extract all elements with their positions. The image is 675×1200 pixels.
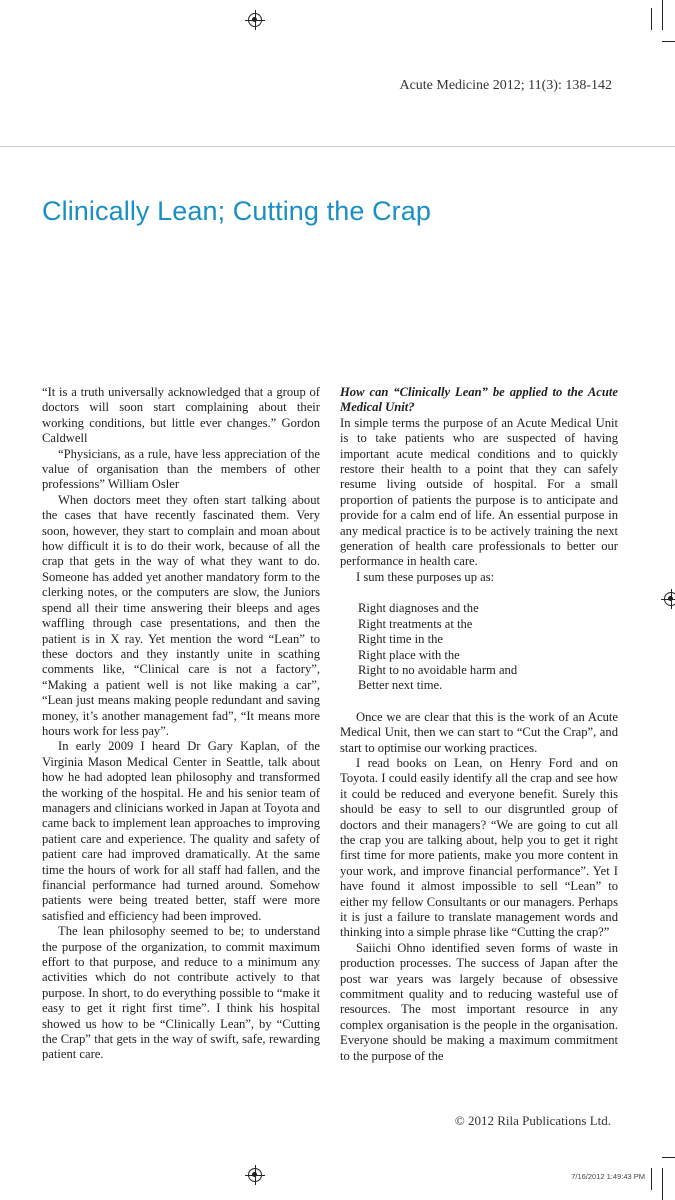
crop-mark-top-1	[651, 8, 652, 30]
body-paragraph: Once we are clear that this is the work of an Acute Medical Unit, then we can start to “Cut the Crap”, and start to optimise our working practices.	[340, 709, 618, 755]
body-paragraph: When doctors meet they often start talking about the cases that have recently fascinated them. Very soon, however, they start to complain and moan about how difficult it is to do their work, because of all the crap that gets in the way of what they want to do. Someone has added yet another mandatory form to the clerking notes, or the computers are slow, the Juniors spend all their time answering their bleeps and ages waffling through case presentations, and then the patient is in X ray. Yet mention the word “Lean” to these doctors and they instantly unite in scathing comments like, “Clinical care is not a factory”, “Making a patient well is not like making a car”, “Lean just means making people redundant and saving money, it’s another management fad”, “It means more hours work for less pay”.	[42, 492, 320, 738]
list-item: Right place with the	[358, 647, 460, 662]
right-column	[340, 385, 618, 1064]
list-item: Right time in the	[358, 632, 444, 647]
print-timestamp: 7/16/2012 1:49:43 PM	[571, 1172, 645, 1181]
article-title: Clinically Lean; Cutting the Crap	[42, 196, 431, 226]
crop-mark-top-2	[662, 0, 663, 30]
body-paragraph: Saiichi Ohno identified seven forms of waste in production processes. The success of Japan after the post war years was largely because of obsessive commitment quality and to reducing wasteful use of resources. The most important resource in any complex organisation is the people in the organisation. Everyone should be making a maximum commitment to the purpose of the	[340, 940, 618, 1063]
list-item: Right diagnoses and the	[358, 601, 479, 616]
list-item: Right treatments at the	[358, 616, 473, 631]
left-column	[42, 385, 320, 1063]
registration-mark-icon-right	[664, 592, 675, 606]
body-paragraph: In simple terms the purpose of an Acute Medical Unit is to take patients who are suspected of having important acute medical conditions and to quickly restore their health to a point that they can safely resume living outside of hospital. For a small proportion of patients the purpose is to anticipate and provide for a calm end of life. An essential purpose in any medical practice is to be actively training the next generation of health care professionals to better our performance in health care.	[340, 415, 618, 569]
section-subheading: How can “Clinically Lean” be applied to the Acute Medical Unit?	[340, 385, 618, 415]
copyright-notice: © 2012 Rila Publications Ltd.	[454, 1113, 611, 1128]
crop-mark-top-3	[662, 41, 675, 42]
list-item: Better next time.	[358, 678, 443, 693]
body-paragraph: I sum these purposes up as:	[356, 569, 495, 584]
crop-mark-bottom-1	[651, 1168, 652, 1190]
epigraph-osler: “Physicians, as a rule, have less appreciation of the value of organisation than the members of other professions” William Osler	[42, 446, 320, 492]
body-paragraph: I read books on Lean, on Henry Ford and on Toyota. I could easily identify all the crap and see how it could be reduced and everyone benefit. Surely this should be easy to sell to our disgruntled group of doctors and their managers? “We are going to cut all the crap you are talking about, help you to get it right first time for more patients, make you more content in your work, and improve financial performance”. Yet I have found it almost impossible to sell “Lean” to either my fellow Consultants or our managers. Perhaps it is just a failure to translate management words and thinking into a simple phrase like “Cutting the crap?”	[340, 755, 618, 940]
journal-citation: Acute Medicine 2012; 11(3): 138-142	[399, 78, 612, 93]
epigraph-caldwell: “It is a truth universally acknowledged that a group of doctors will soon start complaining about their working conditions, but little ever changes.” Gordon Caldwell	[42, 385, 320, 446]
registration-mark-icon-top	[248, 13, 262, 27]
list-item: Right to no avoidable harm and	[358, 662, 518, 677]
body-paragraph: In early 2009 I heard Dr Gary Kaplan, of the Virginia Mason Medical Center in Seattle, talk about how he had adopted lean philosophy and transformed the working of the hospital. He and his senior team of managers and clinicians worked in Japan at Toyota and came back to implement lean approaches to improving patient care and experience. The quality and safety of patient care had improved dramatically. At the same time the hours of work for all staff had fallen, and the financial performance had turned around. Somehow patients were being treated better, staff were more satisfied and efficiency had been improved.	[42, 739, 320, 923]
header-divider	[0, 146, 675, 147]
registration-mark-icon-bottom	[248, 1168, 262, 1182]
purpose-list	[358, 601, 618, 693]
body-paragraph: The lean philosophy seemed to be; to understand the purpose of the organization, to commit maximum effort to that purpose, and reduce to a minimum any activities which do not contribute actively to that purpose. In short, to do everything possible to “make it easy to get it right first time”. I think his hospital showed us how to be “Clinically Lean”, by “Cutting the Crap” that gets in the way of swift, safe, rewarding patient care.	[42, 924, 320, 1062]
crop-mark-bottom-3	[662, 1157, 675, 1158]
crop-mark-bottom-2	[662, 1168, 663, 1200]
